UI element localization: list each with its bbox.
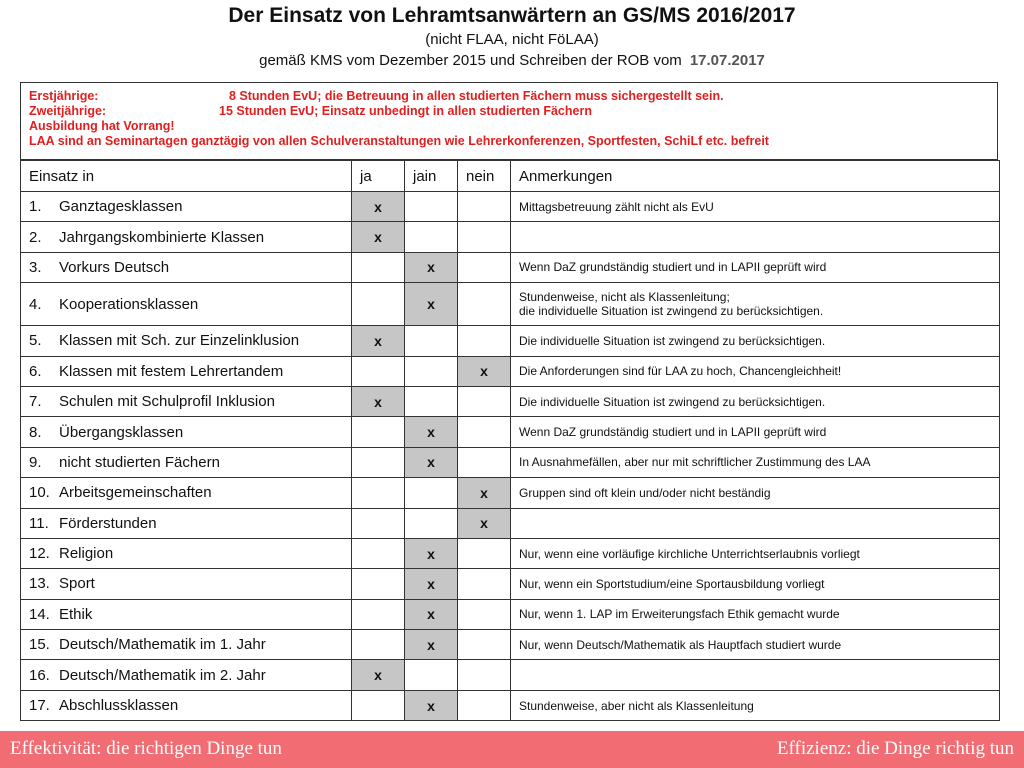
mark-cell-jain: x [405,283,458,326]
row-label-text: Religion [59,545,114,563]
mark-cell-nein [458,283,511,326]
mark-cell-ja [352,508,405,538]
row-note [511,447,1000,477]
row-note [511,538,1000,568]
row-label [21,630,352,660]
mark-cell-jain: x [405,630,458,660]
mark-cell-nein [458,538,511,568]
mark-cell-ja [352,283,405,326]
mark-cell-nein [458,569,511,599]
mark-cell-jain [405,660,458,690]
mark-cell-nein [458,599,511,629]
row-label [21,283,352,326]
header-anmerkungen: Anmerkungen [511,161,1000,192]
table-row [21,356,1000,386]
row-note-line: Mittagsbetreuung zählt nicht als EvU [519,199,714,214]
row-label-text: Deutsch/Mathematik im 2. Jahr [59,666,266,684]
row-label-text: Schulen mit Schulprofil Inklusion [59,393,275,411]
header-nein: nein [458,161,511,192]
mark-cell-ja [352,252,405,282]
notice-text-second-year: 15 Stunden EvU; Einsatz unbedingt in allen studierten Fächern [219,104,592,118]
row-label [21,690,352,720]
mark-cell-jain [405,478,458,508]
mark-cell-nein [458,690,511,720]
assignment-table [20,160,1000,721]
row-label-text: Klassen mit festem Lehrertandem [59,362,284,380]
table-row [21,538,1000,568]
mark-cell-jain [405,326,458,356]
row-number: 10. [29,484,50,502]
row-label-text: Ethik [59,605,93,623]
row-number: 11. [29,514,49,532]
row-number: 8. [29,423,42,441]
mark-cell-ja [352,417,405,447]
table-row [21,690,1000,720]
notice-label-second-year: Zweitjährige: [29,104,107,118]
row-note [511,222,1000,252]
mark-cell-ja [352,630,405,660]
row-note-line: Wenn DaZ grundständig studiert und in LAPII geprüft wird [519,425,827,440]
mark-cell-jain [405,222,458,252]
row-label [21,538,352,568]
row-label [21,356,352,386]
row-note [511,417,1000,447]
row-label-text: Übergangsklassen [59,423,184,441]
row-label-text: Vorkurs Deutsch [59,258,170,276]
row-number: 1. [29,198,42,216]
row-label [21,252,352,282]
mark-cell-nein: x [458,508,511,538]
notice-text-first-year: 8 Stunden EvU; die Betreuung in allen studierten Fächern muss sichergestellt sein. [229,89,724,103]
mark-cell-ja [352,478,405,508]
notice-box [20,82,998,160]
mark-cell-jain: x [405,599,458,629]
row-note [511,478,1000,508]
row-label-text: Klassen mit Sch. zur Einzelinklusion [59,332,300,350]
page-title: Der Einsatz von Lehramtsanwärtern an GS/MS 2016/2017 [228,4,796,27]
mark-cell-ja [352,690,405,720]
row-label-text: Sport [59,575,95,593]
row-number: 15. [29,636,50,654]
table-row [21,326,1000,356]
mark-cell-ja: x [352,222,405,252]
mark-cell-ja [352,356,405,386]
mark-cell-jain: x [405,690,458,720]
row-label-text: Arbeitsgemeinschaften [59,484,212,502]
row-number: 17. [29,697,50,715]
row-number: 6. [29,362,42,380]
row-label-text: nicht studierten Fächern [59,453,220,471]
table-row [21,478,1000,508]
notice-line-priority: Ausbildung hat Vorrang! [29,119,175,133]
mark-cell-ja: x [352,192,405,222]
notice-label-first-year: Erstjährige: [29,89,99,103]
row-note [511,252,1000,282]
row-number: 9. [29,453,42,471]
row-note-line: Stundenweise, aber nicht als Klassenleitung [519,698,754,713]
row-note-line: Gruppen sind oft klein und/oder nicht beständig [519,485,771,500]
mark-cell-ja: x [352,386,405,416]
page-subtitle: (nicht FLAA, nicht FöLAA) [425,31,599,48]
row-note [511,599,1000,629]
row-note [511,569,1000,599]
row-label [21,478,352,508]
footer-effectiveness: Effektivität: die richtigen Dinge tun [10,738,282,759]
row-note [511,356,1000,386]
mark-cell-jain [405,356,458,386]
mark-cell-jain: x [405,252,458,282]
row-label-text: Abschlussklassen [59,697,179,715]
mark-cell-ja: x [352,326,405,356]
mark-cell-nein [458,660,511,690]
row-label-text: Ganztagesklassen [59,198,183,216]
header-jain: jain [405,161,458,192]
row-note-line: Die Anforderungen sind für LAA zu hoch, Chancengleichheit! [519,364,842,379]
row-note [511,508,1000,538]
row-note [511,192,1000,222]
row-note [511,630,1000,660]
row-note-line: die individuelle Situation ist zwingend zu berücksichtigen. [519,304,824,319]
mark-cell-nein [458,417,511,447]
row-note [511,690,1000,720]
notice-line-seminar: LAA sind an Seminartagen ganztägig von allen Schulveranstaltungen wie Lehrerkonferenzen, Sportfesten, SchiLf etc. befreit [29,134,769,148]
mark-cell-ja [352,599,405,629]
row-label [21,417,352,447]
mark-cell-jain: x [405,417,458,447]
mark-cell-jain [405,386,458,416]
notice-line-second-year [29,104,989,119]
row-number: 14. [29,605,50,623]
row-label-text: Förderstunden [59,514,157,532]
row-number: 2. [29,228,42,246]
row-note-line: Die individuelle Situation ist zwingend zu berücksichtigen. [519,394,826,409]
table-row [21,660,1000,690]
row-note [511,326,1000,356]
table-row [21,417,1000,447]
row-note-line: In Ausnahmefällen, aber nur mit schriftlicher Zustimmung des LAA [519,455,871,470]
header-ja: ja [352,161,405,192]
row-number: 3. [29,258,42,276]
row-note-line: Nur, wenn Deutsch/Mathematik als Hauptfach studiert wurde [519,637,842,652]
row-label [21,222,352,252]
row-note-line: Wenn DaZ grundständig studiert und in LAPII geprüft wird [519,260,827,275]
row-number: 16. [29,666,50,684]
header-einsatz: Einsatz in [21,161,352,192]
row-note [511,283,1000,326]
row-number: 13. [29,575,50,593]
mark-cell-jain: x [405,569,458,599]
row-note [511,660,1000,690]
mark-cell-jain [405,192,458,222]
row-label [21,599,352,629]
row-label [21,326,352,356]
mark-cell-nein [458,326,511,356]
mark-cell-ja: x [352,660,405,690]
table-body [21,192,1000,721]
mark-cell-jain [405,508,458,538]
mark-cell-nein [458,192,511,222]
notice-line-first-year [29,89,989,104]
mark-cell-jain: x [405,538,458,568]
mark-cell-nein [458,386,511,416]
row-note-line: Nur, wenn eine vorläufige kirchliche Unterrichtserlaubnis vorliegt [519,546,860,561]
table-row [21,192,1000,222]
row-note-line: Stundenweise, nicht als Klassenleitung; [519,290,730,305]
row-note-line: Nur, wenn ein Sportstudium/eine Sportausbildung vorliegt [519,576,825,591]
row-label [21,447,352,477]
footer-efficiency: Effizienz: die Dinge richtig tun [776,738,1014,759]
row-label [21,192,352,222]
table-row [21,599,1000,629]
row-number: 4. [29,295,42,313]
row-label-text: Deutsch/Mathematik im 1. Jahr [59,636,266,654]
row-label [21,386,352,416]
mark-cell-nein [458,252,511,282]
table-row [21,630,1000,660]
footer-banner [0,731,1024,768]
table-row [21,283,1000,326]
row-number: 5. [29,332,42,350]
mark-cell-nein: x [458,478,511,508]
table-row [21,569,1000,599]
subline-text: gemäß KMS vom Dezember 2015 und Schreiben der ROB vom [259,52,682,69]
mark-cell-nein [458,447,511,477]
table-row [21,447,1000,477]
row-note-line: Die individuelle Situation ist zwingend zu berücksichtigen. [519,333,826,348]
row-label [21,660,352,690]
table-header-row [21,161,1000,192]
table-row [21,386,1000,416]
mark-cell-ja [352,447,405,477]
mark-cell-ja [352,569,405,599]
mark-cell-nein [458,630,511,660]
table-row [21,222,1000,252]
subline-date: 17.07.2017 [689,52,765,69]
row-label-text: Kooperationsklassen [59,295,199,313]
table-row [21,508,1000,538]
mark-cell-nein [458,222,511,252]
row-label [21,508,352,538]
row-label-text: Jahrgangskombinierte Klassen [59,228,265,246]
row-note-line: Nur, wenn 1. LAP im Erweiterungsfach Ethik gemacht wurde [519,607,840,622]
row-number: 7. [29,393,42,411]
table-row [21,252,1000,282]
row-number: 12. [29,545,50,563]
mark-cell-ja [352,538,405,568]
row-note [511,386,1000,416]
row-label [21,569,352,599]
mark-cell-nein: x [458,356,511,386]
page-subline [0,52,1024,69]
mark-cell-jain: x [405,447,458,477]
